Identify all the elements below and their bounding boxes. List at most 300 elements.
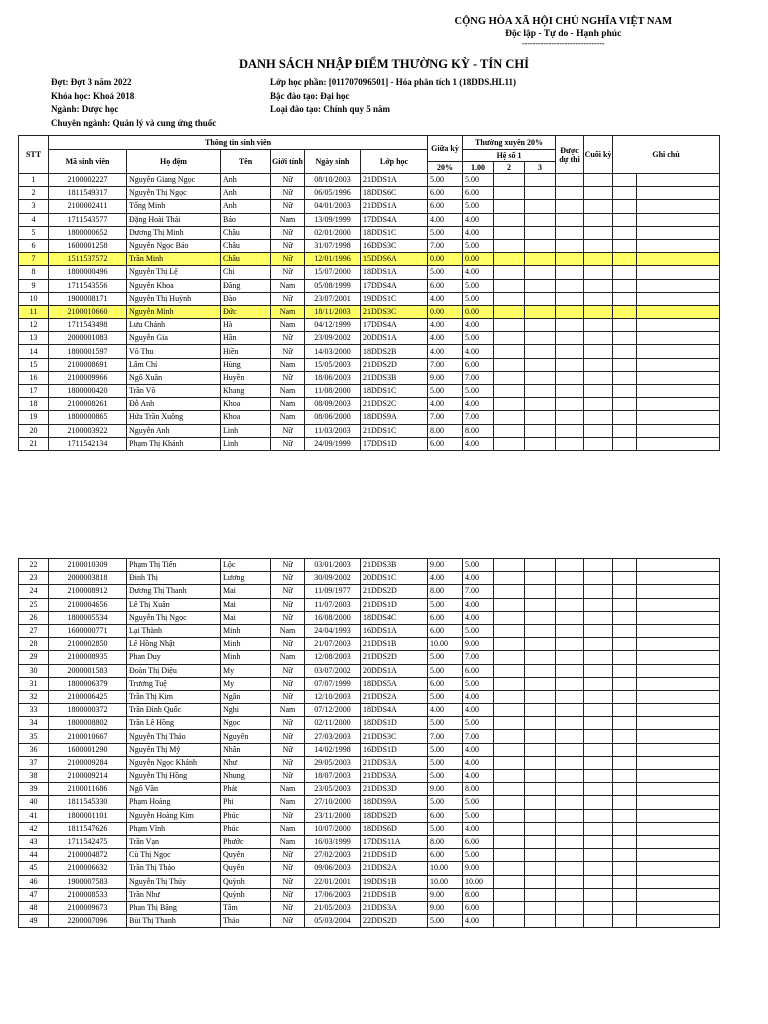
cell-ghi-chu-a — [613, 292, 637, 305]
cell-cuoi-ky — [584, 730, 613, 743]
cell-tx-2 — [494, 796, 525, 809]
cell-duoc-du-thi — [556, 664, 584, 677]
cell-gioi-tinh: Nữ — [271, 770, 305, 783]
cell-gioi-tinh: Nữ — [271, 901, 305, 914]
cell-ho-dem: Nguyễn Ngọc Khánh — [127, 756, 221, 769]
cell-ngay-sinh: 23/09/2002 — [305, 332, 361, 345]
cell-ten: Mai — [221, 585, 271, 598]
cell-gioi-tinh: Nam — [271, 319, 305, 332]
cell-giua-ky: 5.00 — [428, 664, 463, 677]
cell-lop-hoc: 20DDS1C — [361, 572, 428, 585]
cell-ma-sv: 1800000420 — [49, 385, 127, 398]
cell-ten: Khoa — [221, 398, 271, 411]
cell-cuoi-ky — [584, 371, 613, 384]
table-row — [19, 611, 720, 624]
cell-lop-hoc: 21DDS1D — [361, 849, 428, 862]
cell-tx-3 — [525, 437, 556, 450]
cell-tx-3 — [525, 385, 556, 398]
cell-duoc-du-thi — [556, 585, 584, 598]
cell-giua-ky: 0.00 — [428, 253, 463, 266]
col-ngay-sinh: Ngày sinh — [305, 150, 361, 174]
cell-tx-1: 10.00 — [463, 875, 494, 888]
cell-giua-ky: 5.00 — [428, 822, 463, 835]
cell-stt: 45 — [19, 862, 49, 875]
cell-tx-1: 4.00 — [463, 822, 494, 835]
cell-ma-sv: 2000001583 — [49, 664, 127, 677]
cell-stt: 23 — [19, 572, 49, 585]
col-group-thong-tin: Thông tin sinh viên — [49, 136, 428, 150]
cell-tx-2 — [494, 174, 525, 187]
cell-ma-sv: 1711543498 — [49, 319, 127, 332]
cell-cuoi-ky — [584, 888, 613, 901]
cell-ghi-chu-b — [637, 730, 720, 743]
cell-ngay-sinh: 04/12/1999 — [305, 319, 361, 332]
cell-tx-3 — [525, 690, 556, 703]
cell-cuoi-ky — [584, 875, 613, 888]
cell-ghi-chu-a — [613, 358, 637, 371]
cell-tx-1: 5.00 — [463, 239, 494, 252]
cell-gioi-tinh: Nữ — [271, 598, 305, 611]
cell-ma-sv: 2100002411 — [49, 200, 127, 213]
cell-ghi-chu-b — [637, 598, 720, 611]
cell-duoc-du-thi — [556, 213, 584, 226]
cell-ho-dem: Nguyễn Ngọc Bảo — [127, 239, 221, 252]
cell-ghi-chu-a — [613, 332, 637, 345]
cell-tx-3 — [525, 266, 556, 279]
cell-ho-dem: Võ Thu — [127, 345, 221, 358]
cell-ma-sv: 2100008261 — [49, 398, 127, 411]
cell-stt: 44 — [19, 849, 49, 862]
cell-gioi-tinh: Nữ — [271, 756, 305, 769]
cell-stt: 19 — [19, 411, 49, 424]
col-tx-1: 1.00 — [463, 162, 494, 174]
cell-ghi-chu-b — [637, 888, 720, 901]
cell-cuoi-ky — [584, 437, 613, 450]
cell-tx-1: 9.00 — [463, 638, 494, 651]
cell-tx-1: 7.00 — [463, 730, 494, 743]
cell-ma-sv: 1811547626 — [49, 822, 127, 835]
cell-giua-ky: 4.00 — [428, 572, 463, 585]
table-row — [19, 888, 720, 901]
col-group-thuong-xuyen: Thường xuyên 20% — [463, 136, 556, 150]
cell-ho-dem: Nguyễn Thị Mỹ — [127, 743, 221, 756]
cell-ngay-sinh: 03/01/2003 — [305, 559, 361, 572]
table-row — [19, 437, 720, 450]
cell-cuoi-ky — [584, 651, 613, 664]
col-giua-ky-pct: 20% — [428, 162, 463, 174]
table-row — [19, 849, 720, 862]
cell-giua-ky: 8.00 — [428, 585, 463, 598]
cell-ho-dem: Nguyễn Thị Hồng — [127, 770, 221, 783]
cell-lop-hoc: 21DDS3B — [361, 559, 428, 572]
cell-tx-3 — [525, 292, 556, 305]
cell-ho-dem: Đoàn Thị Diệu — [127, 664, 221, 677]
cell-duoc-du-thi — [556, 690, 584, 703]
cell-lop-hoc: 18DDS2D — [361, 809, 428, 822]
cell-giua-ky: 7.00 — [428, 239, 463, 252]
cell-tx-3 — [525, 411, 556, 424]
cell-duoc-du-thi — [556, 809, 584, 822]
cell-giua-ky: 5.00 — [428, 796, 463, 809]
cell-ho-dem: Dương Thị Thanh — [127, 585, 221, 598]
cell-tx-1: 7.00 — [463, 585, 494, 598]
cell-ghi-chu-b — [637, 822, 720, 835]
cell-ho-dem: Nguyễn Giang Ngọc — [127, 174, 221, 187]
cell-tx-2 — [494, 809, 525, 822]
cell-cuoi-ky — [584, 624, 613, 637]
cell-ghi-chu-a — [613, 585, 637, 598]
cell-duoc-du-thi — [556, 226, 584, 239]
cell-tx-2 — [494, 585, 525, 598]
cell-lop-hoc: 21DDS2D — [361, 358, 428, 371]
cell-stt: 9 — [19, 279, 49, 292]
cell-ten: Nhung — [221, 770, 271, 783]
cell-tx-1: 4.00 — [463, 226, 494, 239]
cell-lop-hoc: 18DDS1D — [361, 717, 428, 730]
cell-ten: Minh — [221, 638, 271, 651]
cell-tx-2 — [494, 664, 525, 677]
cell-ho-dem: Đặng Hoài Thái — [127, 213, 221, 226]
cell-ghi-chu-a — [613, 704, 637, 717]
motto: Độc lập - Tự do - Hạnh phúc — [505, 29, 622, 39]
cell-gioi-tinh: Nam — [271, 835, 305, 848]
cell-tx-1: 6.00 — [463, 187, 494, 200]
cell-ma-sv: 1800001597 — [49, 345, 127, 358]
cell-lop-hoc: 21DDS1D — [361, 598, 428, 611]
cell-ma-sv: 1800000865 — [49, 411, 127, 424]
cell-ma-sv: 1800000372 — [49, 704, 127, 717]
cell-lop-hoc: 21DDS1C — [361, 424, 428, 437]
cell-ghi-chu-b — [637, 901, 720, 914]
cell-tx-3 — [525, 875, 556, 888]
cell-ghi-chu-b — [637, 292, 720, 305]
cell-gioi-tinh: Nam — [271, 213, 305, 226]
cell-tx-3 — [525, 226, 556, 239]
cell-lop-hoc: 17DDS4A — [361, 319, 428, 332]
cell-lop-hoc: 21DDS1A — [361, 174, 428, 187]
cell-ghi-chu-b — [637, 585, 720, 598]
cell-gioi-tinh: Nữ — [271, 253, 305, 266]
cell-stt: 33 — [19, 704, 49, 717]
cell-giua-ky: 10.00 — [428, 638, 463, 651]
cell-ghi-chu-b — [637, 770, 720, 783]
table-row — [19, 371, 720, 384]
cell-tx-2 — [494, 398, 525, 411]
cell-ma-sv: 2100008912 — [49, 585, 127, 598]
cell-tx-2 — [494, 783, 525, 796]
cell-ma-sv: 2000001083 — [49, 332, 127, 345]
cell-ma-sv: 2100009214 — [49, 770, 127, 783]
cell-ho-dem: Nguyễn Khoa — [127, 279, 221, 292]
cell-tx-3 — [525, 213, 556, 226]
cell-tx-2 — [494, 305, 525, 318]
info-loai-dao-tao: Loại đào tạo: Chính quy 5 năm — [270, 104, 391, 114]
cell-giua-ky: 9.00 — [428, 371, 463, 384]
cell-ho-dem: Cù Thị Ngọc — [127, 849, 221, 862]
cell-gioi-tinh: Nữ — [271, 611, 305, 624]
cell-ten: Minh — [221, 651, 271, 664]
cell-tx-3 — [525, 743, 556, 756]
cell-ghi-chu-b — [637, 200, 720, 213]
table-body-part1 — [19, 174, 720, 451]
cell-ten: Hà — [221, 319, 271, 332]
cell-tx-2 — [494, 266, 525, 279]
cell-ma-sv: 2100011686 — [49, 783, 127, 796]
cell-ho-dem: Đỗ Anh — [127, 398, 221, 411]
cell-ghi-chu-a — [613, 730, 637, 743]
cell-tx-1: 5.00 — [463, 385, 494, 398]
cell-giua-ky: 5.00 — [428, 756, 463, 769]
cell-ten: Huyền — [221, 371, 271, 384]
cell-ghi-chu-b — [637, 915, 720, 928]
cell-stt: 43 — [19, 835, 49, 848]
cell-ho-dem: Phan Thị Băng — [127, 901, 221, 914]
cell-tx-1: 9.00 — [463, 862, 494, 875]
cell-giua-ky: 6.00 — [428, 849, 463, 862]
cell-ho-dem: Trần Đình Quốc — [127, 704, 221, 717]
cell-ghi-chu-a — [613, 770, 637, 783]
cell-ten: Thảo — [221, 915, 271, 928]
cell-lop-hoc: 17DDS4A — [361, 279, 428, 292]
cell-giua-ky: 10.00 — [428, 862, 463, 875]
cell-stt: 48 — [19, 901, 49, 914]
cell-ngay-sinh: 11/09/1977 — [305, 585, 361, 598]
table-row — [19, 279, 720, 292]
cell-ho-dem: Nguyễn Thị Lệ — [127, 266, 221, 279]
cell-ten: Anh — [221, 187, 271, 200]
info-right — [270, 76, 516, 117]
grade-table-part2 — [18, 558, 720, 928]
cell-ghi-chu-a — [613, 239, 637, 252]
cell-tx-3 — [525, 704, 556, 717]
cell-ma-sv: 1800000496 — [49, 266, 127, 279]
cell-gioi-tinh: Nữ — [271, 559, 305, 572]
cell-duoc-du-thi — [556, 253, 584, 266]
cell-lop-hoc: 21DDS1A — [361, 200, 428, 213]
table-row — [19, 239, 720, 252]
cell-giua-ky: 7.00 — [428, 358, 463, 371]
cell-tx-1: 6.00 — [463, 664, 494, 677]
cell-giua-ky: 5.00 — [428, 770, 463, 783]
cell-ngay-sinh: 27/02/2003 — [305, 849, 361, 862]
cell-cuoi-ky — [584, 770, 613, 783]
table-row — [19, 187, 720, 200]
cell-tx-1: 5.00 — [463, 717, 494, 730]
cell-duoc-du-thi — [556, 174, 584, 187]
cell-ten: Hiền — [221, 345, 271, 358]
cell-ten: Khoa — [221, 411, 271, 424]
cell-ghi-chu-b — [637, 796, 720, 809]
cell-tx-1: 5.00 — [463, 559, 494, 572]
table-row — [19, 398, 720, 411]
cell-ghi-chu-a — [613, 717, 637, 730]
cell-tx-2 — [494, 915, 525, 928]
cell-lop-hoc: 21DDS2D — [361, 585, 428, 598]
cell-cuoi-ky — [584, 664, 613, 677]
cell-tx-2 — [494, 279, 525, 292]
cell-gioi-tinh: Nữ — [271, 888, 305, 901]
cell-giua-ky: 5.00 — [428, 915, 463, 928]
cell-tx-1: 8.00 — [463, 424, 494, 437]
cell-giua-ky: 4.00 — [428, 332, 463, 345]
cell-ngay-sinh: 10/07/2000 — [305, 822, 361, 835]
cell-tx-3 — [525, 651, 556, 664]
cell-gioi-tinh: Nữ — [271, 187, 305, 200]
cell-ghi-chu-b — [637, 424, 720, 437]
cell-tx-1: 7.00 — [463, 651, 494, 664]
cell-cuoi-ky — [584, 862, 613, 875]
cell-ten: Phát — [221, 783, 271, 796]
cell-gioi-tinh: Nữ — [271, 717, 305, 730]
cell-duoc-du-thi — [556, 305, 584, 318]
table-row — [19, 690, 720, 703]
cell-tx-3 — [525, 332, 556, 345]
cell-duoc-du-thi — [556, 332, 584, 345]
cell-tx-2 — [494, 200, 525, 213]
table-row — [19, 385, 720, 398]
cell-lop-hoc: 18DDS6D — [361, 822, 428, 835]
cell-tx-3 — [525, 835, 556, 848]
cell-gioi-tinh: Nam — [271, 704, 305, 717]
cell-ghi-chu-a — [613, 875, 637, 888]
cell-duoc-du-thi — [556, 901, 584, 914]
cell-ghi-chu-b — [637, 783, 720, 796]
table-row — [19, 875, 720, 888]
cell-duoc-du-thi — [556, 266, 584, 279]
cell-ghi-chu-a — [613, 187, 637, 200]
cell-ngay-sinh: 24/04/1993 — [305, 624, 361, 637]
cell-ten: Chi — [221, 266, 271, 279]
cell-ten: Phúc — [221, 822, 271, 835]
cell-ghi-chu-b — [637, 371, 720, 384]
cell-cuoi-ky — [584, 849, 613, 862]
cell-tx-2 — [494, 358, 525, 371]
cell-ngay-sinh: 18/06/2003 — [305, 371, 361, 384]
cell-ghi-chu-a — [613, 279, 637, 292]
cell-giua-ky: 4.00 — [428, 398, 463, 411]
col-gioi-tinh: Giới tính — [271, 150, 305, 174]
grade-table-part1 — [18, 135, 720, 451]
cell-lop-hoc: 21DDS3A — [361, 756, 428, 769]
cell-cuoi-ky — [584, 743, 613, 756]
cell-gioi-tinh: Nữ — [271, 424, 305, 437]
cell-stt: 21 — [19, 437, 49, 450]
cell-tx-3 — [525, 611, 556, 624]
cell-ma-sv: 2100010667 — [49, 730, 127, 743]
table-row — [19, 862, 720, 875]
cell-lop-hoc: 21DDS2D — [361, 651, 428, 664]
cell-ma-sv: 2100006632 — [49, 862, 127, 875]
cell-giua-ky: 5.00 — [428, 385, 463, 398]
info-bac-dao-tao: Bậc đào tạo: Đại học — [270, 90, 350, 101]
cell-ma-sv: 1711543577 — [49, 213, 127, 226]
cell-cuoi-ky — [584, 717, 613, 730]
cell-ngay-sinh: 07/12/2000 — [305, 704, 361, 717]
cell-stt: 13 — [19, 332, 49, 345]
cell-ten: Linh — [221, 437, 271, 450]
cell-duoc-du-thi — [556, 371, 584, 384]
cell-ngay-sinh: 15/07/2000 — [305, 266, 361, 279]
cell-ngay-sinh: 08/10/2003 — [305, 174, 361, 187]
cell-duoc-du-thi — [556, 822, 584, 835]
cell-tx-1: 7.00 — [463, 371, 494, 384]
cell-gioi-tinh: Nữ — [271, 664, 305, 677]
col-duoc-du-thi: Được dự thi — [556, 136, 584, 174]
cell-duoc-du-thi — [556, 796, 584, 809]
cell-lop-hoc: 19DDS1B — [361, 875, 428, 888]
cell-ngay-sinh: 11/08/2000 — [305, 385, 361, 398]
cell-stt: 20 — [19, 424, 49, 437]
cell-ho-dem: Nguyễn Anh — [127, 424, 221, 437]
table-row — [19, 915, 720, 928]
cell-giua-ky: 5.00 — [428, 226, 463, 239]
cell-ghi-chu-a — [613, 901, 637, 914]
cell-gioi-tinh: Nữ — [271, 638, 305, 651]
cell-stt: 6 — [19, 239, 49, 252]
cell-ghi-chu-b — [637, 213, 720, 226]
cell-ghi-chu-b — [637, 187, 720, 200]
table-row — [19, 624, 720, 637]
cell-ma-sv: 2100004872 — [49, 849, 127, 862]
cell-cuoi-ky — [584, 345, 613, 358]
cell-ten: Minh — [221, 624, 271, 637]
cell-ghi-chu-b — [637, 437, 720, 450]
cell-ma-sv: 1800001101 — [49, 809, 127, 822]
cell-ho-dem: Bùi Thị Thanh — [127, 915, 221, 928]
cell-lop-hoc: 18DDS1C — [361, 385, 428, 398]
cell-ma-sv: 2100006425 — [49, 690, 127, 703]
cell-tx-3 — [525, 424, 556, 437]
cell-ten: Châu — [221, 226, 271, 239]
page-title: DANH SÁCH NHẬP ĐIỂM THƯỜNG KỲ - TÍN CHỈ — [238, 57, 530, 71]
cell-tx-1: 5.00 — [463, 796, 494, 809]
col-tx-3: 3 — [525, 162, 556, 174]
cell-tx-3 — [525, 638, 556, 651]
cell-ho-dem: Nguyễn Thị Ngọc — [127, 611, 221, 624]
cell-ghi-chu-b — [637, 253, 720, 266]
cell-duoc-du-thi — [556, 292, 584, 305]
cell-gioi-tinh: Nữ — [271, 809, 305, 822]
cell-tx-2 — [494, 611, 525, 624]
cell-tx-3 — [525, 398, 556, 411]
cell-gioi-tinh: Nam — [271, 796, 305, 809]
cell-gioi-tinh: Nam — [271, 385, 305, 398]
cell-ngay-sinh: 11/07/2003 — [305, 598, 361, 611]
cell-ghi-chu-b — [637, 835, 720, 848]
cell-ho-dem: Ngô Văn — [127, 783, 221, 796]
cell-tx-1: 4.00 — [463, 690, 494, 703]
cell-ghi-chu-b — [637, 756, 720, 769]
cell-ten: Tâm — [221, 901, 271, 914]
cell-ten: Đức — [221, 305, 271, 318]
cell-ho-dem: Trần Võ — [127, 385, 221, 398]
cell-ngay-sinh: 23/07/2001 — [305, 292, 361, 305]
cell-tx-3 — [525, 796, 556, 809]
cell-ten: Như — [221, 756, 271, 769]
cell-ma-sv: 2100009966 — [49, 371, 127, 384]
table-row — [19, 598, 720, 611]
cell-tx-1: 5.00 — [463, 809, 494, 822]
table-row — [19, 174, 720, 187]
cell-ghi-chu-a — [613, 638, 637, 651]
cell-duoc-du-thi — [556, 187, 584, 200]
cell-tx-3 — [525, 319, 556, 332]
cell-ho-dem: Phạm Thị Tiến — [127, 559, 221, 572]
cell-gioi-tinh: Nữ — [271, 345, 305, 358]
info-lop-hoc-phan: Lớp học phần: [011707096501] - Hóa phân tích 1 (18DDS.HL11) — [270, 77, 517, 87]
cell-cuoi-ky — [584, 677, 613, 690]
cell-ngay-sinh: 08/09/2003 — [305, 398, 361, 411]
